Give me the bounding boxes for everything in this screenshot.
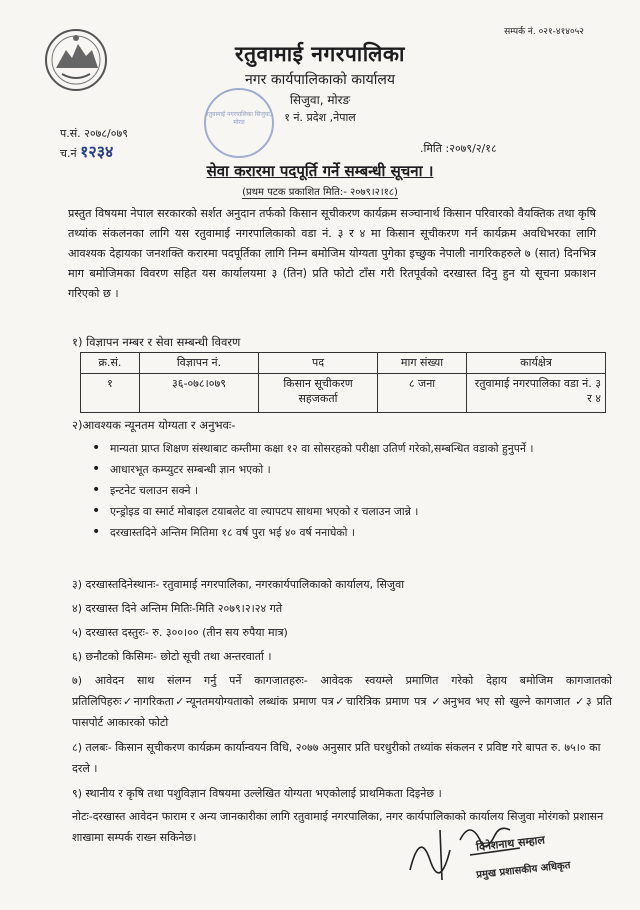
table-row xyxy=(81,374,606,413)
col-ad-number: विज्ञापन नं. xyxy=(140,353,259,374)
application-deadline: ४) दरखास्त दिने अन्तिम मितिः-मिति २०७९।२।२४ गते xyxy=(72,602,283,615)
notice-title xyxy=(0,161,640,181)
signatory-name: दिनेशनाथ सम्हाल xyxy=(475,833,546,854)
letter-number: प.सं. २०७८/०७९ xyxy=(60,127,128,140)
application-fee: ५) दरखास्त दस्तुरः- रु. ३००।०० (तीन सय रुपैया मात्र) xyxy=(72,626,288,639)
required-documents: ७) आवेदन साथ संलग्न गर्नु पर्ने कागजातहरुः- आवेदक स्वयम्ले प्रमाणित गरेको देहाय बमोजिम कागजातको प्रतिलिपिहरुः✓नागरिकता✓न्यूनतमयोग्यताको लब्धांक प्रमाण पत्र✓चारित्रिक प्रमाण पत्र ✓अनुभव भए सो खुल्ने कागजात ✓३ प्रति पासपोर्ट आकारको फोटो xyxy=(72,674,612,729)
notice-title-text: सेवा करारमा पदपूर्ति गर्ने सम्बन्धी सूचना । xyxy=(206,162,434,180)
dispatch-label: च.नं xyxy=(60,147,77,160)
cell-post: किसान सूचीकरण सहजकर्ता xyxy=(259,374,378,413)
notice-date: .मिति :२०७९/२/१८ xyxy=(420,142,497,155)
office-place: सिजुवा, मोरङ xyxy=(289,93,351,107)
notice-subtitle-text: (प्रथम पटक प्रकाशित मिति:- २०७९।२।१८) xyxy=(242,187,398,198)
intro-paragraph: प्रस्तुत विषयमा नेपाल सरकारको सर्शत अनुदान तर्फको किसान सूचीकरण कार्यक्रम सञ्चानार्थ किसान परिवारको वैयक्तिक तथा कृषि तथ्यांक संकलनका लागि यस रतुवामाई नगरपालिकाको वडा नं. ३ र ४ मा किसान सूचीकरण गर्न कार्यक्रम अवधिभरका लागि आवश्यक देहायका जनशक्ति करारमा पदपूर्तिका लागि निम्न बमोजिम योग्यता पुगेका इच्छुक नेपाली नागरिकहरुले ७ (सात) दिनभित्र माग बमोजिमका विवरण सहित यस कार्यालयमा ३ (तिन) प्रति फोटो टाँस गरी रितपूर्वको दरखास्त दिनु हुन यो सूचना प्रकाशन गरिएको छ । xyxy=(68,207,596,300)
dispatch-value: १२३४ xyxy=(80,142,114,161)
cell-demand: ८ जना xyxy=(378,374,467,413)
office-name: नगर कार्यपालिकाको कार्यालय xyxy=(245,72,395,88)
col-workplace: कार्यक्षेत्र xyxy=(467,353,606,374)
requirements-list xyxy=(92,438,600,543)
list-item: • इन्टनेट चलाउन सक्ने । xyxy=(92,480,600,501)
cell-workplace: रतुवामाई नगरपालिका वडा नं. ३ र ४ xyxy=(467,374,606,413)
salary-info: ८) तलबः- किसान सूचीकरण कार्यक्रम कार्यान्वयन विधि, २०७७ अनुसार प्रति घरधुरीको तथ्यांक संकलन र प्रविष्ट गरे बापत रु. ७५।० का दरले । xyxy=(72,741,601,775)
table-header-row xyxy=(81,353,606,374)
contact-note: नोटः-दरखास्त आवेदन फाराम र अन्य जानकारीका लागि रतुवामाई नगरपालिका, नगर कार्यपालिकाको कार्यालय सिजुवा मोरंगको प्रशासन शाखामा सम्पर्क राख्न सकिनेछ। xyxy=(72,810,604,844)
cell-ad-number: ३६-०७८।०७९ xyxy=(140,374,259,413)
signatory-designation: प्रमुख प्रशासकीय अधिकृत xyxy=(475,860,571,881)
contact-number: सम्पर्क नं. ०२१-४१४०५२ xyxy=(504,27,584,37)
application-place: ३) दरखास्तदिनेस्थानः- रतुवामाई नगरपालिका, नगरकार्यपालिकाको कार्यालय, सिजुवा xyxy=(72,578,405,591)
col-demand: माग संख्या xyxy=(378,353,467,374)
office-province: १ नं. प्रदेश ,नेपाल xyxy=(284,111,356,124)
cell-serial: १ xyxy=(81,374,140,413)
list-item: • मान्यता प्राप्त शिक्षण संस्थाबाट कम्तीमा कक्षा १२ वा सोसरहको परीक्षा उतिर्ण गरेको,सम्बन्धित वडाको हुनुपर्ने । xyxy=(92,438,600,459)
list-item: • दरखास्तदिने अन्तिम मितिमा १८ वर्ष पुरा भई ४० वर्ष ननाघेको । xyxy=(92,522,600,543)
office-stamp xyxy=(204,88,274,158)
signature-mark xyxy=(400,810,550,890)
col-post: पद xyxy=(259,353,378,374)
vacancy-table xyxy=(80,352,606,413)
section1-heading: १) विज्ञापन नम्बर र सेवा सम्बन्धी विवरण xyxy=(72,335,241,349)
list-item: • आधारभूत कम्प्युटर सम्बन्धी ज्ञान भएको । xyxy=(92,459,600,480)
dispatch-number xyxy=(60,140,113,162)
col-serial: क्र.सं. xyxy=(81,353,140,374)
stamp-text: रतुवामाई नगरपालिका सिजुवा, मोरङ xyxy=(206,111,272,126)
selection-method: ६) छनौटको किसिमः- छोटो सूची तथा अन्तरवार्ता । xyxy=(72,650,272,663)
notice-subtitle xyxy=(0,184,640,198)
priority-note: ९) स्थानीय र कृषि तथा पशुविज्ञान विषयमा उल्लेखित योग्यता भएकोलाई प्राथमिकता दिइनेछ । xyxy=(72,787,442,800)
list-item: • एन्ड्रोइड वा स्मार्ट मोबाइल टयाबलेट वा ल्यापटप साथमा भएको र चलाउन जान्ने । xyxy=(92,501,600,522)
municipality-title: रतुवामाई नगरपालिका xyxy=(235,42,405,66)
section2-heading: २)आवश्यक न्यूनतम योग्यता र अनुभवः- xyxy=(72,418,236,432)
